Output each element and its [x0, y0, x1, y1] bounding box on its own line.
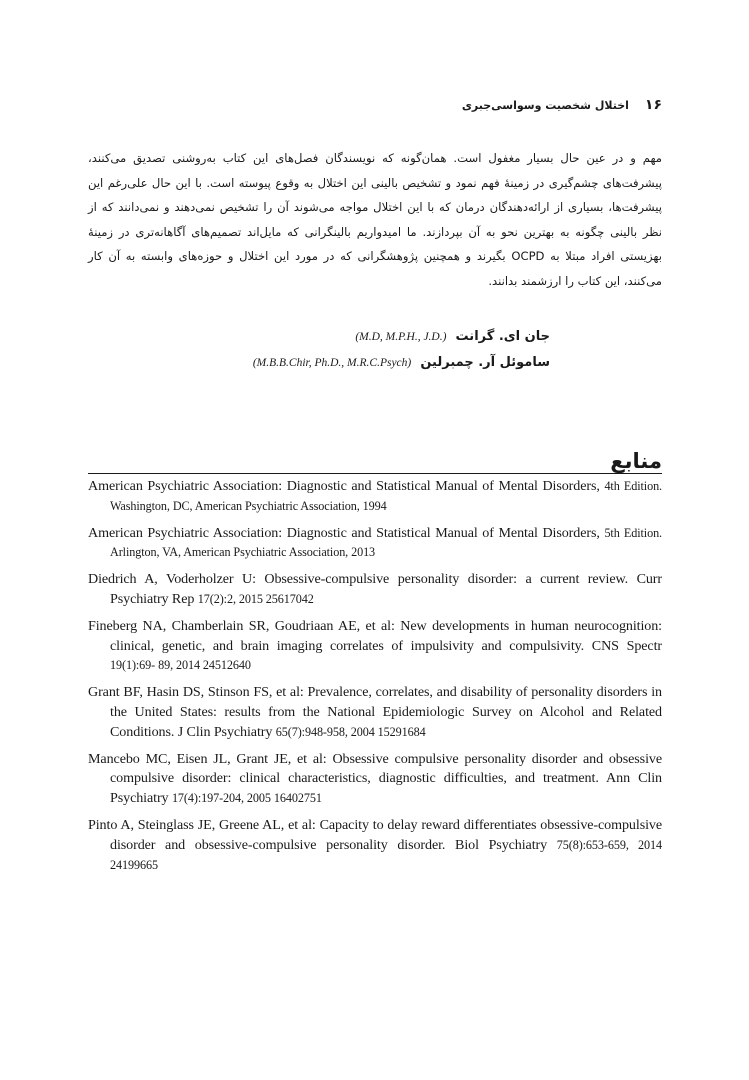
reference-citation: 4th Edition. Washington, DC, American Psychiatric Association, 1994: [110, 479, 663, 513]
reference-text: Mancebo MC, Eisen JL, Grant JE, et al: Obsessive compulsive personality disorder and obsessive compulsive disorder: clinical characteristics, diagnostic difficulties, and treatment. Ann Clin Psychiatry: [88, 750, 662, 807]
reference-text: American Psychiatric Association: Diagnostic and Statistical Manual of Mental Disorders,: [88, 478, 600, 494]
references-heading: منابع: [610, 449, 662, 473]
reference-text: Diedrich A, Voderholzer U: Obsessive-compulsive personality disorder: a current review. Curr Psychiatry Rep: [88, 571, 662, 607]
reference-text: Grant BF, Hasin DS, Stinson FS, et al: Prevalence, correlates, and disability of personality disorders in the United States: results from the National Epidemiologic Survey on Alcohol and Related Conditions. J Clin Psychiatry: [88, 684, 662, 740]
author-line: [88, 322, 550, 348]
references-list: [88, 477, 662, 882]
reference-item: [88, 524, 662, 564]
reference-citation: 17(4):197-204, 2005 16402751: [171, 791, 322, 806]
reference-citation: 75(8):653-659, 2014 24199665: [110, 837, 662, 872]
references-divider: [88, 473, 662, 474]
reference-item: [88, 477, 662, 517]
reference-citation: 19(1):69- 89, 2014 24512640: [110, 658, 251, 673]
author-signatures: [88, 322, 550, 374]
reference-text: Fineberg NA, Chamberlain SR, Goudriaan AE, et al: New developments in human neurocognition: clinical, genetic, and brain imaging correlates of impulsivity and compulsivity. CNS Spectr: [88, 617, 662, 654]
author-name: ساموئل آر. چمبرلین: [420, 355, 550, 370]
author-line: [88, 348, 550, 374]
reference-item: [88, 750, 662, 809]
reference-item: [88, 617, 662, 676]
body-paragraph: مهم و در عین حال بسیار مغفول است. همان‌گونه که نویسندگان فصل‌های این کتاب به‌روشنی تصدیق می‌کنند، پیشرفت‌های چشم‌گیری در زمینهٔ فهم نمود و تشخیص بالینی این اختلال به وقوع پیوسته است. با این حال علی‌رغم این پیشرفت‌ها، بسیاری از ارائه‌دهندگان درمان که با این اختلال مواجه می‌شوند آن را تشخیص نمی‌دهند و نمی‌دانند که از نظر بالینی چگونه به بهترین نحو به آن بپردازند. ما امیدواریم بالینگرانی که مایل‌اند تصمیم‌های آگاهانه‌تری در زمینهٔ بهزیستی افراد مبتلا به OCPD بگیرند و همچنین پژوهشگرانی که در مورد این اختلال و حوزه‌های وابسته به آن کار می‌کنند، این کتاب را ارزشمند بدانند.: [88, 151, 663, 288]
reference-item: [88, 816, 662, 875]
author-credentials: (M.B.B.Chir, Ph.D., M.R.C.Psych): [252, 357, 412, 369]
reference-text: Pinto A, Steinglass JE, Greene AL, et al: Capacity to delay reward differentiates obsessive-compulsive disorder and obsessive-compulsive personality disorder. Biol Psychiatry: [88, 816, 662, 853]
reference-item: [88, 683, 662, 742]
author-name: جان ای. گرانت: [455, 329, 550, 344]
running-header: [420, 97, 662, 113]
page-number: ۱۶: [644, 97, 662, 113]
reference-text: American Psychiatric Association: Diagnostic and Statistical Manual of Mental Disorders,: [88, 524, 600, 541]
author-credentials: (M.D, M.P.H., J.D.): [355, 331, 447, 343]
reference-citation: 5th Edition. Arlington, VA, American Psychiatric Association, 2013: [110, 525, 663, 560]
reference-item: [88, 570, 662, 610]
running-title: اختلال شخصیت وسواسی‌جبری: [461, 99, 629, 112]
reference-citation: 17(2):2, 2015 25617042: [197, 591, 314, 606]
reference-citation: 65(7):948-958, 2004 15291684: [275, 724, 426, 739]
